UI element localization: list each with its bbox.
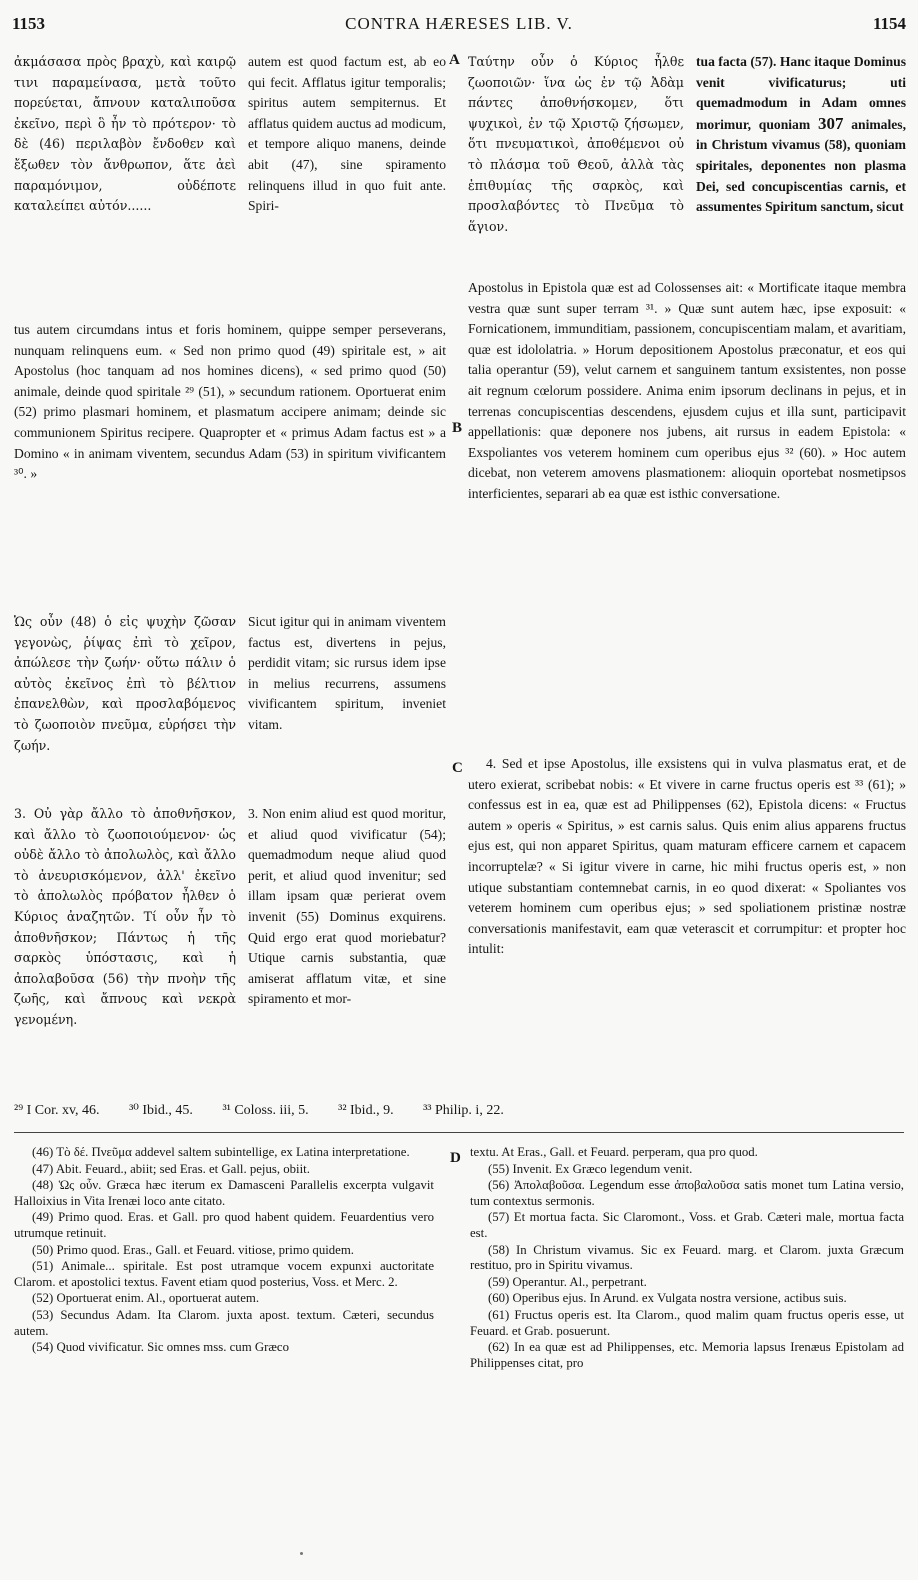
page-number-left: 1153 [12, 14, 46, 33]
ref-3: ³¹ Coloss. iii, 5. [222, 1103, 309, 1118]
left-column [14, 52, 446, 1092]
note: (54) Quod vivificatur. Sic omnes mss. cum Græco [32, 1340, 289, 1355]
page-header [12, 14, 906, 40]
page-number-right: 1154 [872, 14, 906, 33]
note: (46) Τὸ δέ. Πνεῦμα addevel saltem subintellige, ex Latina interpretatione. [32, 1145, 410, 1159]
latin-right-top-a: tua facta (57). Hanc itaque Dominus venit vivificaturus; uti quemadmodum in Adam omnes morimur, quoniam [696, 54, 906, 132]
margin-letter-d: D [450, 1150, 461, 1166]
greek-passage-top: ἀκμάσασα πρὸς βραχὺ, καὶ καιρῷ τινι παραμείνασα, μετὰ τοῦτο πορεύεται, ἄπνουν καταλιποῦσα ἐκεῖνο, περὶ ὃ ἦν τὸ πρότερον· τὸ δὲ (46) περιλαβὸν ἔνδοθεν καὶ ἔξωθεν τὸν ἄνθρωπον, ἅτε ἀεὶ παραμόνιμον, οὐδέποτε καταλείπει αὐτόν...... [14, 54, 236, 214]
note: (52) Oportuerat enim. Al., oportuerat autem. [32, 1291, 260, 1306]
latin-passage-right-top [696, 52, 906, 278]
ref-5: ³³ Philip. i, 22. [423, 1103, 504, 1118]
margin-letter-a: A [449, 52, 460, 68]
margin-letter-c: C [452, 760, 463, 776]
margin-letter-b: B [452, 420, 463, 436]
note: (59) Operantur. Al., perpetrant. [488, 1274, 647, 1289]
latin-passage-full: tus autem circumdans intus et foris hominem, quippe semper perseverans, nunquam relinquens eum. « Sed non primo quod (49) spiritale est, » ait Apostolus (hoc tanquam ad nos homines dicens), « sed primo quod (50) animale, deinde quod spiritale ²⁹ (51), » secundum rationem. Oportuerat enim (52) primo plasmari hominem, et plasmatum accipere animam; deinde sic communionem Spiritus recipere. Quapropter et « primus Adam factus est » a Domino « in animam viventem, secundus Adam (53) in spiritum vivificantem ³⁰. » [14, 322, 446, 482]
note: (47) Abit. Feuard., abiit; sed Eras. et Gall. pejus, obiit. [32, 1161, 310, 1176]
note: (56) Ἀπολαβοῦσα. Legendum esse ἀποβαλοῦσα satis monet tum Latina versio, tum contextus sermonis. [470, 1178, 904, 1208]
note: (55) Invenit. Ex Græco legendum venit. [488, 1161, 693, 1176]
note: (50) Primo quod. Eras., Gall. et Feuard. vitiose, primo quidem. [32, 1242, 355, 1257]
greek-passage-right: Ταύτην οὖν ὁ Κύριος ἦλθε ζωοποιῶν· ἵνα ὡς ἐν τῷ Ἀδὰμ πάντες ἀποθνήσκομεν, ὅτι ψυχικοὶ, ἐν τῷ Χριστῷ ζήσωμεν, ὅτι πνευματικοὶ, ἀποθέμενοι οὐ τὸ πλάσμα τοῦ Θεοῦ, ἀλλὰ τὰς ἐπιθυμίας τῆς σαρκὸς, καὶ προσλαβόντες τὸ Πνεῦμα τὸ ἅγιον. [468, 54, 684, 234]
notes-right [470, 1145, 904, 1372]
note: (49) Primo quod. Eras. et Gall. pro quod habent quidem. Feuardentius vero utrumque retinuit. [14, 1210, 434, 1240]
note: (61) Fructus operis est. Ita Clarom., quod malim quam fructus operis esse, ut Feuard. et Grab. posuerunt. [470, 1307, 904, 1338]
note: (58) In Christum vivamus. Sic ex Feuard. marg. et Clarom. juxta Græcum restituo, pro in Spiritu vivamus. [470, 1242, 904, 1273]
note: (48) Ὡς οὖν. Græca hæc iterum ex Damasceni Parallelis excerpta vulgavit Halloixius in Vita Irenæi loco ante citato. [14, 1178, 434, 1208]
latin-passage-top: autem est quod factum est, ab eo qui fecit. Afflatus igitur temporalis; spiritus autem sempiternus. Et afflatus quidem auctus ad modicum, et tempore aliquo manens, deinde abit (47), sine spiramento relinquens illud in quo fuit ante. Spiri- [248, 54, 446, 214]
latin-passage-right-2: 4. Sed et ipse Apostolus, ille exsistens qui in vulva plasmatus erat, et de utero exierat, scribebat nobis: « Et vivere in carne fructus operis est ³³ (61); » confessus est in ea, quæ est ad Philippenses (62), Epistola dicens: « Fructus autem » operis « Spiritus, » est carnis salus. Quis enim alius apparens fructus ejus est, qui non apparet Spiritus, quam maturam efficere carnem et capacem incorruptelæ? « Si igitur vivere in carne, hic mihi fructus operis est, » non utique substantiam contemnebat carnis, in eo quod dixerat: « Spoliantes vos veterem hominem cum operibus ejus; » sed spoliationem pristinæ nostræ conversationis manifestavit, eam quæ veterascit et corrumpitur: et propter hoc intulit: [468, 756, 906, 957]
ref-1: ²⁹ I Cor. xv, 46. [14, 1103, 100, 1118]
note: (60) Operibus ejus. In Arund. ex Vulgata nostra versione, actibus suis. [488, 1291, 847, 1306]
ref-4: ³² Ibid., 9. [338, 1103, 394, 1118]
print-speck [300, 1552, 303, 1555]
latin-passage-mid: Sicut igitur qui in animam viventem factus est, divertens in pejus, perdidit vitam; sic rursus idem ipse in melius recurrens, assumens vivificantem spiritum, inveniet vitam. [248, 614, 446, 732]
left-top-split [14, 52, 446, 320]
notes-left [14, 1145, 434, 1357]
right-top-split [468, 52, 906, 278]
greek-passage-low: 3. Οὐ γὰρ ἄλλο τὸ ἀποθνῆσκον, καὶ ἄλλο τὸ ζωοποιούμενον· ὡς οὐδὲ ἄλλο τὸ ἀπολωλὸς, καὶ ἄλλο τὸ ἀνευρισκόμενον, ἀλλ' ἐκεῖνο τὸ ἀπολωλὸς πρόβατον ἦλθεν ὁ Κύριος ἀναζητῶν. Τί οὖν ἦν τὸ ἀποθνῆσκον; Πάντως ἡ τῆς σαρκὸς ὑπόστασις, καὶ ἡ ἀπολαβοῦσα (56) τὴν πνοὴν τῆς ζωῆς, καὶ ἄπνους καὶ νεκρὰ γενομένη. [14, 806, 236, 1027]
note: (62) In ea quæ est ad Philippenses, etc. Memoria lapsus Irenæus Epistolam ad Philippenses citat, pro [470, 1340, 904, 1370]
ref-2: ³⁰ Ibid., 45. [129, 1103, 193, 1118]
note: textu. At Eras., Gall. et Feuard. perperam, qua pro quod. [470, 1145, 758, 1159]
divider [14, 1132, 904, 1133]
latin-passage-right-1: Apostolus in Epistola quæ est ad Colossenses ait: « Mortificate itaque membra vestra quæ sunt super terram ³¹. » Quæ sunt autem hæc, ipse exposuit: « Fornicationem, immunditiam, passionem, concupiscentiam malam, et avaritiam, quæ est idololatria. » Horum depositionem Apostolus præconatur, et eos qui talia operantur (59), velut carnem et sanguinem tantum exsistentes, non posse ait regnum cœlorum possidere. Anima enim ipsorum declinans in pejus, et in terrenas concupiscentias descendens, ejusdem cujus et illa sunt, participavit appellationis: quæ deponere nos jubens, ait rursus in eadem Epistola: « Exspoliantes vos veterem hominem cum operibus ejus ³² (60). » Hoc autem dicebat, non veterem amovens plasmationem: alioquin oportebat nosmetipsos interficientes, separari ab ea quæ est isthic conversatione. [468, 280, 906, 501]
running-title: CONTRA HÆRESES LIB. V. [345, 14, 573, 33]
left-low-split [14, 804, 446, 1092]
greek-passage-mid: Ὡς οὖν (48) ὁ εἰς ψυχὴν ζῶσαν γεγονὼς, ῥίψας ἐπὶ τὸ χεῖρον, ἀπώλεσε τὴν ζωήν· οὕτω πάλιν ὁ αὐτὸς ἐκεῖνος ἐπὶ τὸ βέλτιον ἐπανελθὼν, καὶ προσλαβόμενος τὸ ζωοποιὸν πνεῦμα, εὑρήσει τὴν ζωήν. [14, 614, 236, 753]
page-marker: 307 [817, 113, 844, 133]
left-mid-split [14, 612, 446, 800]
note: (57) Et mortua facta. Sic Claromont., Voss. et Grab. Cæteri male, mortua facta est. [470, 1210, 904, 1240]
note: (53) Secundus Adam. Ita Clarom. juxta apost. textum. Cæteri, secundus autem. [14, 1307, 434, 1338]
latin-passage-low: 3. Non enim aliud est quod moritur, et aliud quod vivificatur (54); quemadmodum neque aliud quod perit, et aliud quod invenitur; sed illam ipsam quæ perierat ovem invenit (55) Dominus exquirens. Quid ergo erat quod moriebatur? Utique carnis substantia, quæ amiserat afflatum vitæ, et sine spiramento et mor- [248, 806, 446, 1007]
right-column [468, 52, 906, 1092]
note: (51) Animale... spiritale. Est post utramque vocem expunxi auctoritate Clarom. et apostolici textus. Favent etiam quod posterius, Voss. et Merc. 2. [14, 1259, 434, 1289]
scripture-references [14, 1102, 904, 1124]
latin-right-top-b: animales, in Christum vivamus (58), quoniam spiritales, deponentes non plasma Dei, sed concupiscentias carnis, et assumentes Spiritum sanctum, sicut [696, 116, 906, 215]
